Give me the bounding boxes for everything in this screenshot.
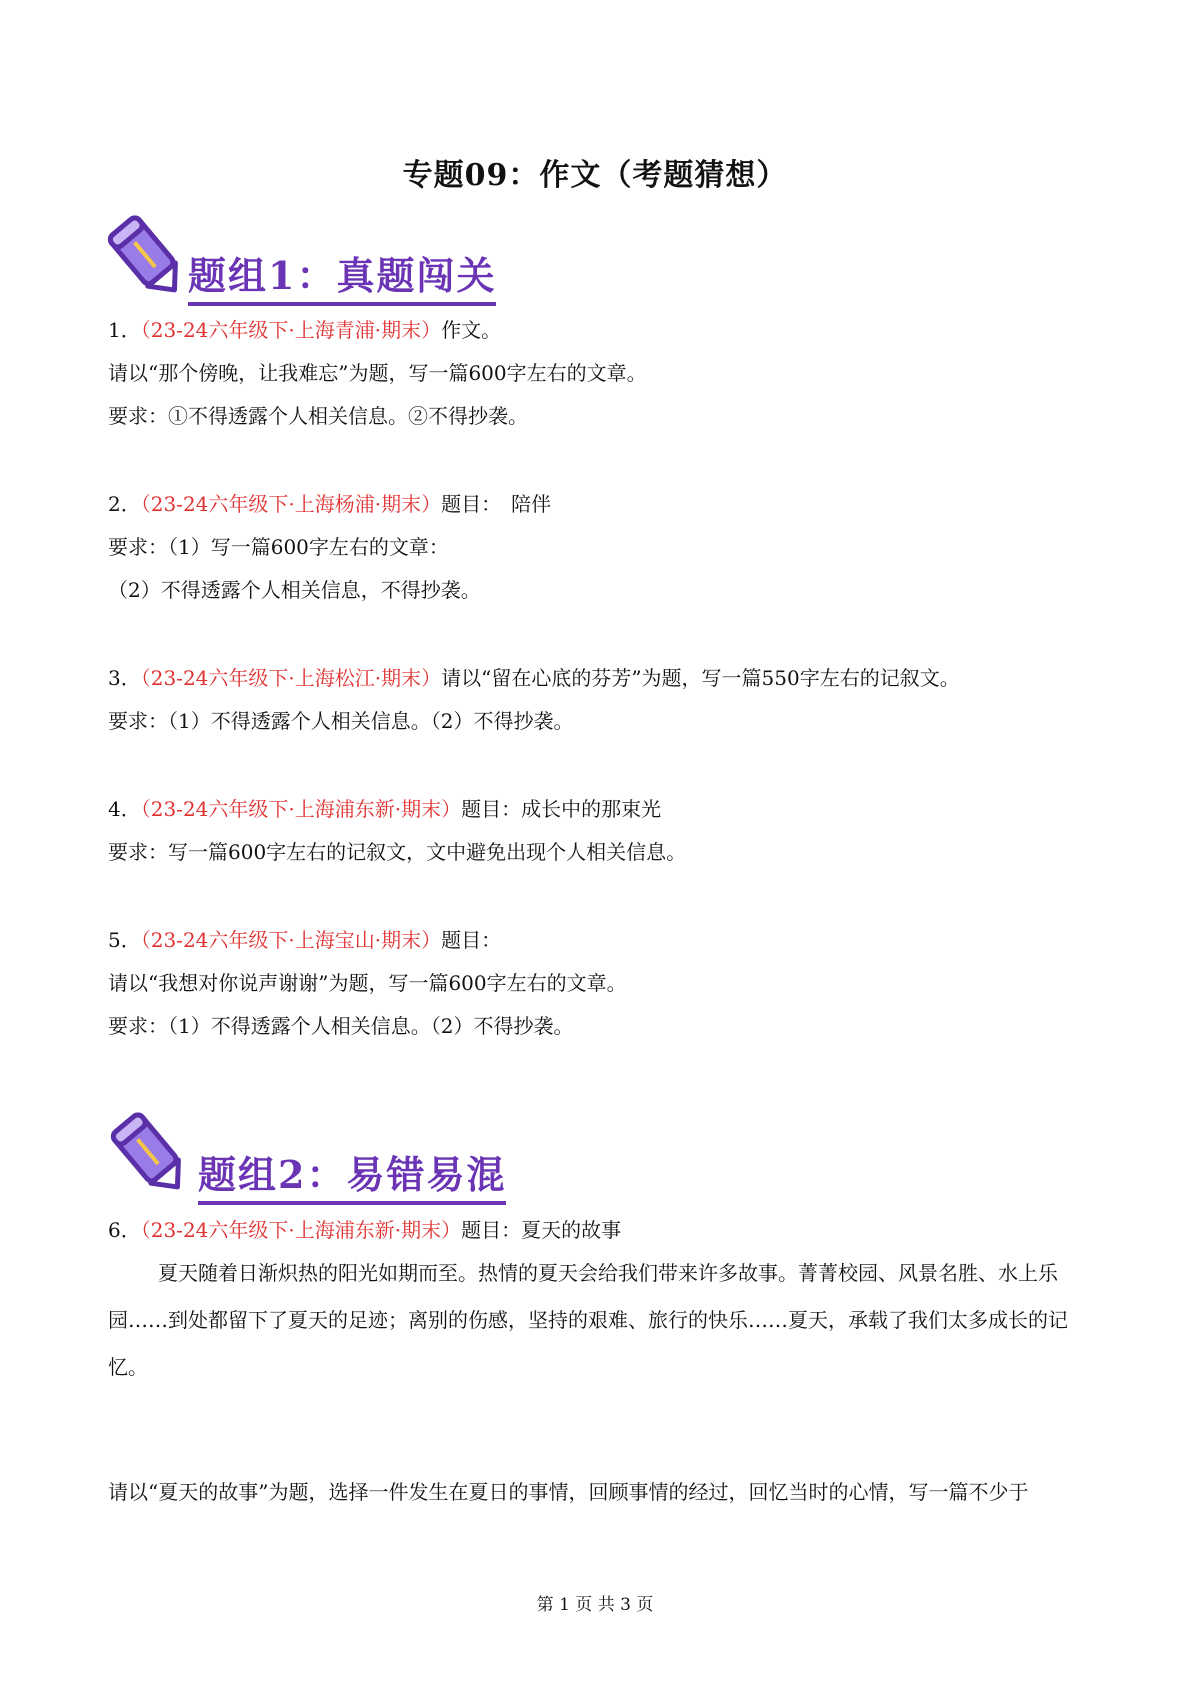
question-number: 2． [108,492,141,516]
question-number: 4． [108,797,141,821]
question-source: （23-24六年级下·上海浦东新·期末） [140,1218,462,1242]
question-4-line-1: 要求：写一篇600字左右的记叙文，文中避免出现个人相关信息。 [108,840,687,864]
question-6-line-1: 请以“夏天的故事”为题，选择一件发生在夏日的事情，回顾事情的经过，回忆当时的心情，写一篇不少于 [108,1480,1029,1504]
question-3-header [108,664,960,692]
question-source: （23-24六年级下·上海浦东新·期末） [140,797,462,821]
question-prompt: 题目：夏天的故事 [461,1218,622,1242]
group-title-1: 题组1：真题闯关 [188,245,496,306]
question-6-paragraph-text: 夏天随着日渐炽热的阳光如期而至。热情的夏天会给我们带来许多故事。菁菁校园、风景名胜、水上乐园……到处都留下了夏天的足迹；离别的伤感，坚持的艰难、旅行的快乐……夏天，承载了我们太多成长的记忆。 [108,1261,1068,1379]
question-6-header [108,1216,621,1244]
question-prompt: 请以“留在心底的芬芳”为题，写一篇550字左右的记叙文。 [441,666,960,690]
pencil-icon [108,1102,198,1197]
question-3-line-1: 要求：（1）不得透露个人相关信息。（2）不得抄袭。 [108,709,574,733]
question-source: （23-24六年级下·上海杨浦·期末） [140,492,442,516]
question-2-header [108,490,551,518]
question-1-line-2: 要求：①不得透露个人相关信息。②不得抄袭。 [108,404,528,428]
question-source: （23-24六年级下·上海松江·期末） [140,666,442,690]
question-5-header [108,926,501,954]
question-number: 5． [108,928,141,952]
question-1-header [108,316,501,344]
group-header-2 [108,1102,588,1202]
question-prompt: 题目： [441,928,502,952]
page-footer: 第 1 页 共 3 页 [536,1595,654,1615]
question-number: 3． [108,666,141,690]
question-6-paragraph [108,1250,1083,1391]
question-5-line-1: 请以“我想对你说声谢谢”为题，写一篇600字左右的文章。 [108,971,627,995]
question-prompt: 题目：成长中的那束光 [461,797,662,821]
question-prompt: 题目： 陪伴 [441,492,552,516]
question-number: 6． [108,1218,141,1242]
page-title: 专题09：作文（考题猜想） [402,158,788,193]
question-prompt: 作文。 [441,318,502,342]
pencil-icon [105,205,195,300]
question-4-header [108,795,661,823]
group-header-1 [105,205,585,305]
question-5-line-2: 要求：（1）不得透露个人相关信息。（2）不得抄袭。 [108,1014,574,1038]
question-2-line-2: （2）不得透露个人相关信息，不得抄袭。 [108,578,481,602]
question-2-line-1: 要求：（1）写一篇600字左右的文章： [108,535,449,559]
question-source: （23-24六年级下·上海青浦·期末） [140,318,442,342]
question-1-line-1: 请以“那个傍晚，让我难忘”为题，写一篇600字左右的文章。 [108,361,647,385]
question-number: 1． [108,318,141,342]
question-source: （23-24六年级下·上海宝山·期末） [140,928,442,952]
group-title-2: 题组2：易错易混 [198,1144,506,1205]
